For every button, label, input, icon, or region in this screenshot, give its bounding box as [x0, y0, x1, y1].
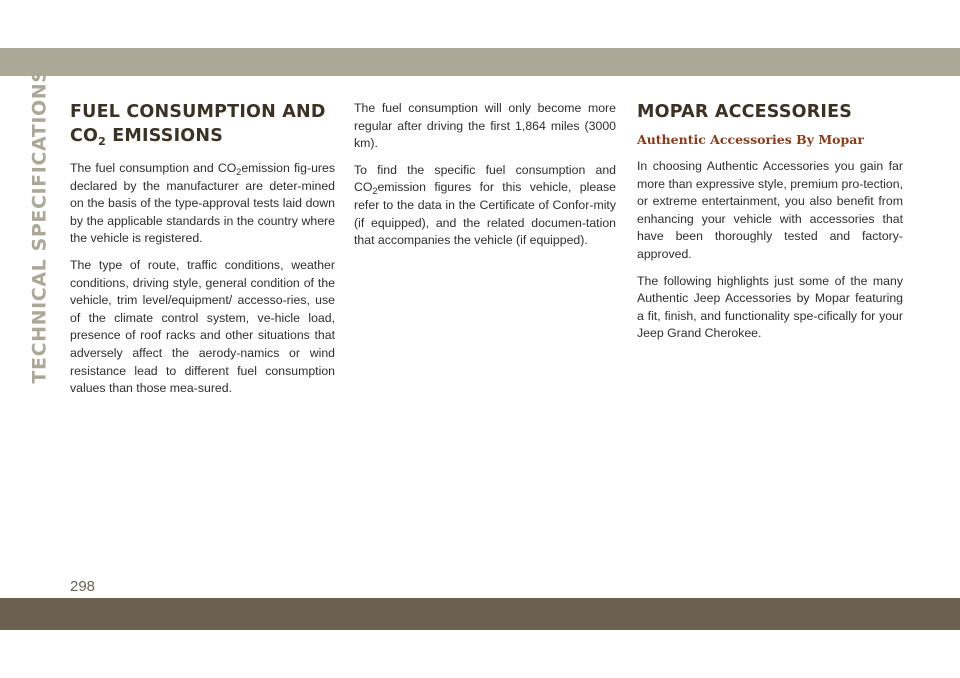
paragraph-route-factors: The type of route, traffic conditions, weather conditions, driving style, general condition of the vehicle, trim level/equipment/ accesso-ries, use of the climate control system, ve-hicle load, presence of roof racks and other situations that adversely affect the aerody-namics or wind resistance lead to different fuel consumption values than those mea-sured.: [70, 257, 335, 396]
column-right: [637, 100, 903, 352]
heading-line-2: [70, 124, 335, 148]
p4-text-b: emission figures for this vehicle, please refer to the data in the Certificate of Confor-mity (if equipped), and the related documen-tation that accompanies the vehicle (if equipped).: [354, 180, 616, 248]
column-middle: [354, 100, 616, 259]
p4-subscript: 2: [372, 186, 378, 197]
paragraph-certificate: [354, 162, 616, 250]
heading-co: CO: [70, 126, 99, 146]
heading-subscript: 2: [98, 135, 106, 148]
p4-text-a: To find the specific fuel consumption and CO: [354, 162, 616, 195]
p1-text-b: emission fig-ures declared by the manufacturer are deter-mined on the basis of the type-approval tests laid down by the applicable standards in the country where the vehicle is registered.: [70, 161, 335, 246]
page-number: 298: [70, 578, 96, 595]
paragraph-authentic-accessories: In choosing Authentic Accessories you gain far more than expressive style, premium pro-tection, or extreme entertainment, you also benefit from enhancing your vehicle with accessories that have been thoroughly tested and factory-approved.: [637, 159, 903, 261]
column-left: [70, 100, 335, 407]
chapter-side-title: [28, 68, 52, 384]
paragraph-highlights: The following highlights just some of the many Authentic Jeep Accessories by Mopar featuring a fit, finish, and functionality spe-cifically for your Jeep Grand Cherokee.: [637, 273, 903, 341]
authentic-accessories-subheading: Authentic Accessories By Mopar: [637, 132, 864, 147]
footer-band: [0, 598, 960, 630]
p1-subscript: 2: [236, 167, 242, 177]
paragraph-regular-consumption: The fuel consumption will only become more regular after driving the first 1,864 miles (3000 km).: [354, 101, 616, 151]
chapter-side-title-text: TECHNICAL SPECIFICATIONS: [29, 68, 51, 384]
p1-text-a: The fuel consumption and CO: [70, 161, 237, 175]
heading-line-1: FUEL CONSUMPTION AND: [70, 102, 326, 122]
fuel-consumption-heading: [70, 100, 335, 148]
paragraph-declared-figures: [70, 160, 335, 248]
mopar-accessories-heading: MOPAR ACCESSORIES: [637, 102, 853, 122]
header-band: [0, 48, 960, 76]
heading-emissions: EMISSIONS: [105, 126, 224, 146]
